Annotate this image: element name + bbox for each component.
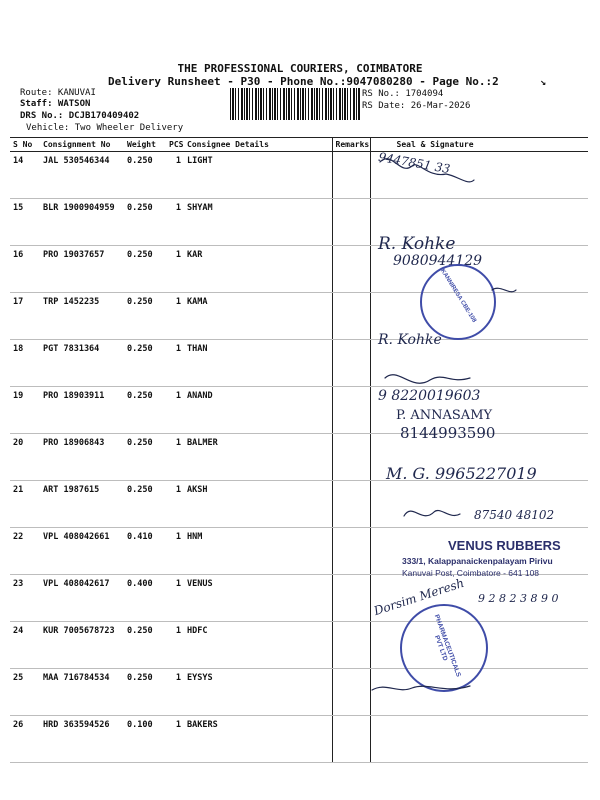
cell-consignee: VENUS xyxy=(184,575,332,622)
venus-stamp-line1: 333/1, Kalappanaickenpalayam Pirivu xyxy=(402,556,553,566)
cell-sno: 14 xyxy=(10,152,40,199)
row24-number: 9 2 8 2 3 8 9 0 xyxy=(478,592,559,605)
col-pcs: PCS xyxy=(166,138,184,152)
cell-sno: 21 xyxy=(10,481,40,528)
cell-consignee: BAKERS xyxy=(184,716,332,763)
cell-consignment: PRO 19037657 xyxy=(40,246,124,293)
rs-number: RS No.: 1704094 xyxy=(362,89,444,99)
row19-signature: 9 8220019603 xyxy=(378,388,481,404)
cell-consignee: SHYAM xyxy=(184,199,332,246)
cell-weight: 0.410 xyxy=(124,528,166,575)
cell-pcs: 1 xyxy=(166,152,184,199)
cell-consignment: ART 1987615 xyxy=(40,481,124,528)
cell-sno: 19 xyxy=(10,387,40,434)
cell-consignee: LIGHT xyxy=(184,152,332,199)
runsheet-subtitle: Delivery Runsheet - P30 - Phone No.:9047080280 - Page No.:2 xyxy=(108,75,499,88)
cell-consignee: BALMER xyxy=(184,434,332,481)
cell-pcs: 1 xyxy=(166,293,184,340)
col-remarks: Remarks xyxy=(332,138,370,152)
cell-pcs: 1 xyxy=(166,434,184,481)
cell-pcs: 1 xyxy=(166,246,184,293)
cell-weight: 0.250 xyxy=(124,669,166,716)
cell-sno: 26 xyxy=(10,716,40,763)
rs-date: RS Date: 26-Mar-2026 xyxy=(362,101,471,111)
round-stamp-text: KANNIRESA CBE-108 xyxy=(439,268,477,324)
cell-consignee: HDFC xyxy=(184,622,332,669)
cell-consignee: AKSH xyxy=(184,481,332,528)
cell-sno: 16 xyxy=(10,246,40,293)
col-consignee: Consignee Details xyxy=(184,138,332,152)
cell-pcs: 1 xyxy=(166,575,184,622)
row22-scribble xyxy=(404,510,460,516)
cell-sno: 22 xyxy=(10,528,40,575)
row14-signature: 9447851 33 xyxy=(377,149,452,177)
row18-signature: R. Kohke xyxy=(378,332,442,348)
cell-consignment: KUR 7005678723 xyxy=(40,622,124,669)
cell-consignee: HNM xyxy=(184,528,332,575)
cell-weight: 0.250 xyxy=(124,340,166,387)
corner-mark: ↘ xyxy=(540,77,547,88)
col-seal: Seal & Signature xyxy=(370,138,588,152)
cell-consignment: PGT 7831364 xyxy=(40,340,124,387)
cell-weight: 0.400 xyxy=(124,575,166,622)
cell-pcs: 1 xyxy=(166,716,184,763)
row24-signature: Dorsim Meresh xyxy=(372,575,466,619)
row16-signature-phone: 9080944129 xyxy=(393,253,483,269)
cell-pcs: 1 xyxy=(166,199,184,246)
venus-stamp-title: VENUS RUBBERS xyxy=(448,538,561,553)
cell-pcs: 1 xyxy=(166,622,184,669)
cell-sno: 17 xyxy=(10,293,40,340)
company-title: THE PROFESSIONAL COURIERS, COIMBATORE xyxy=(177,62,423,75)
cell-weight: 0.250 xyxy=(124,481,166,528)
cell-consignment: HRD 363594526 xyxy=(40,716,124,763)
cell-consignment: JAL 530546344 xyxy=(40,152,124,199)
cell-sno: 18 xyxy=(10,340,40,387)
cell-sno: 20 xyxy=(10,434,40,481)
cell-weight: 0.250 xyxy=(124,434,166,481)
cell-pcs: 1 xyxy=(166,387,184,434)
cell-pcs: 1 xyxy=(166,528,184,575)
staff-label: Staff: WATSON xyxy=(20,99,91,109)
cell-consignment: MAA 716784534 xyxy=(40,669,124,716)
cell-weight: 0.250 xyxy=(124,293,166,340)
pharma-stamp-text: PHARMACEUTICALS PVT LTD xyxy=(432,613,462,678)
route-label: Route: KANUVAI xyxy=(20,88,96,98)
row19-scribble xyxy=(385,375,470,383)
col-sno: S No xyxy=(10,138,40,152)
cell-pcs: 1 xyxy=(166,481,184,528)
cell-weight: 0.250 xyxy=(124,152,166,199)
cell-consignee: THAN xyxy=(184,340,332,387)
cell-consignee: KAMA xyxy=(184,293,332,340)
cell-consignee: ANAND xyxy=(184,387,332,434)
cell-sno: 23 xyxy=(10,575,40,622)
vehicle-label: Vehicle: Two Wheeler Delivery xyxy=(26,123,184,133)
cell-consignee: KAR xyxy=(184,246,332,293)
row20-signature-phone: 8144993590 xyxy=(400,424,496,442)
cell-sno: 25 xyxy=(10,669,40,716)
cell-pcs: 1 xyxy=(166,669,184,716)
row17-scribble xyxy=(492,288,516,291)
cell-consignee: EYSYS xyxy=(184,669,332,716)
cell-consignment: BLR 1900904959 xyxy=(40,199,124,246)
cell-weight: 0.250 xyxy=(124,199,166,246)
row21-signature: M. G. 9965227019 xyxy=(386,464,537,483)
cell-weight: 0.250 xyxy=(124,622,166,669)
cell-consignment: PRO 18906843 xyxy=(40,434,124,481)
cell-sno: 24 xyxy=(10,622,40,669)
drs-number: DRS No.: DCJB170409402 xyxy=(20,111,140,121)
row20-signature-name: P. ANNASAMY xyxy=(396,408,493,423)
cell-weight: 0.250 xyxy=(124,387,166,434)
col-consignment: Consignment No xyxy=(40,138,124,152)
cell-consignment: TRP 1452235 xyxy=(40,293,124,340)
row26-scribble xyxy=(372,686,470,690)
col-weight: Weight xyxy=(124,138,166,152)
row16-signature-name: R. Kohke xyxy=(378,234,456,254)
venus-stamp-line2: Kanuvai Post, Coimbatore - 641 108 xyxy=(402,568,540,578)
cell-consignment: VPL 408042661 xyxy=(40,528,124,575)
row14-scribble xyxy=(380,159,474,182)
cell-sno: 15 xyxy=(10,199,40,246)
cell-pcs: 1 xyxy=(166,340,184,387)
row22-signature: 87540 48102 xyxy=(474,508,555,522)
cell-consignment: PRO 18903911 xyxy=(40,387,124,434)
cell-weight: 0.250 xyxy=(124,246,166,293)
cell-consignment: VPL 408042617 xyxy=(40,575,124,622)
cell-weight: 0.100 xyxy=(124,716,166,763)
